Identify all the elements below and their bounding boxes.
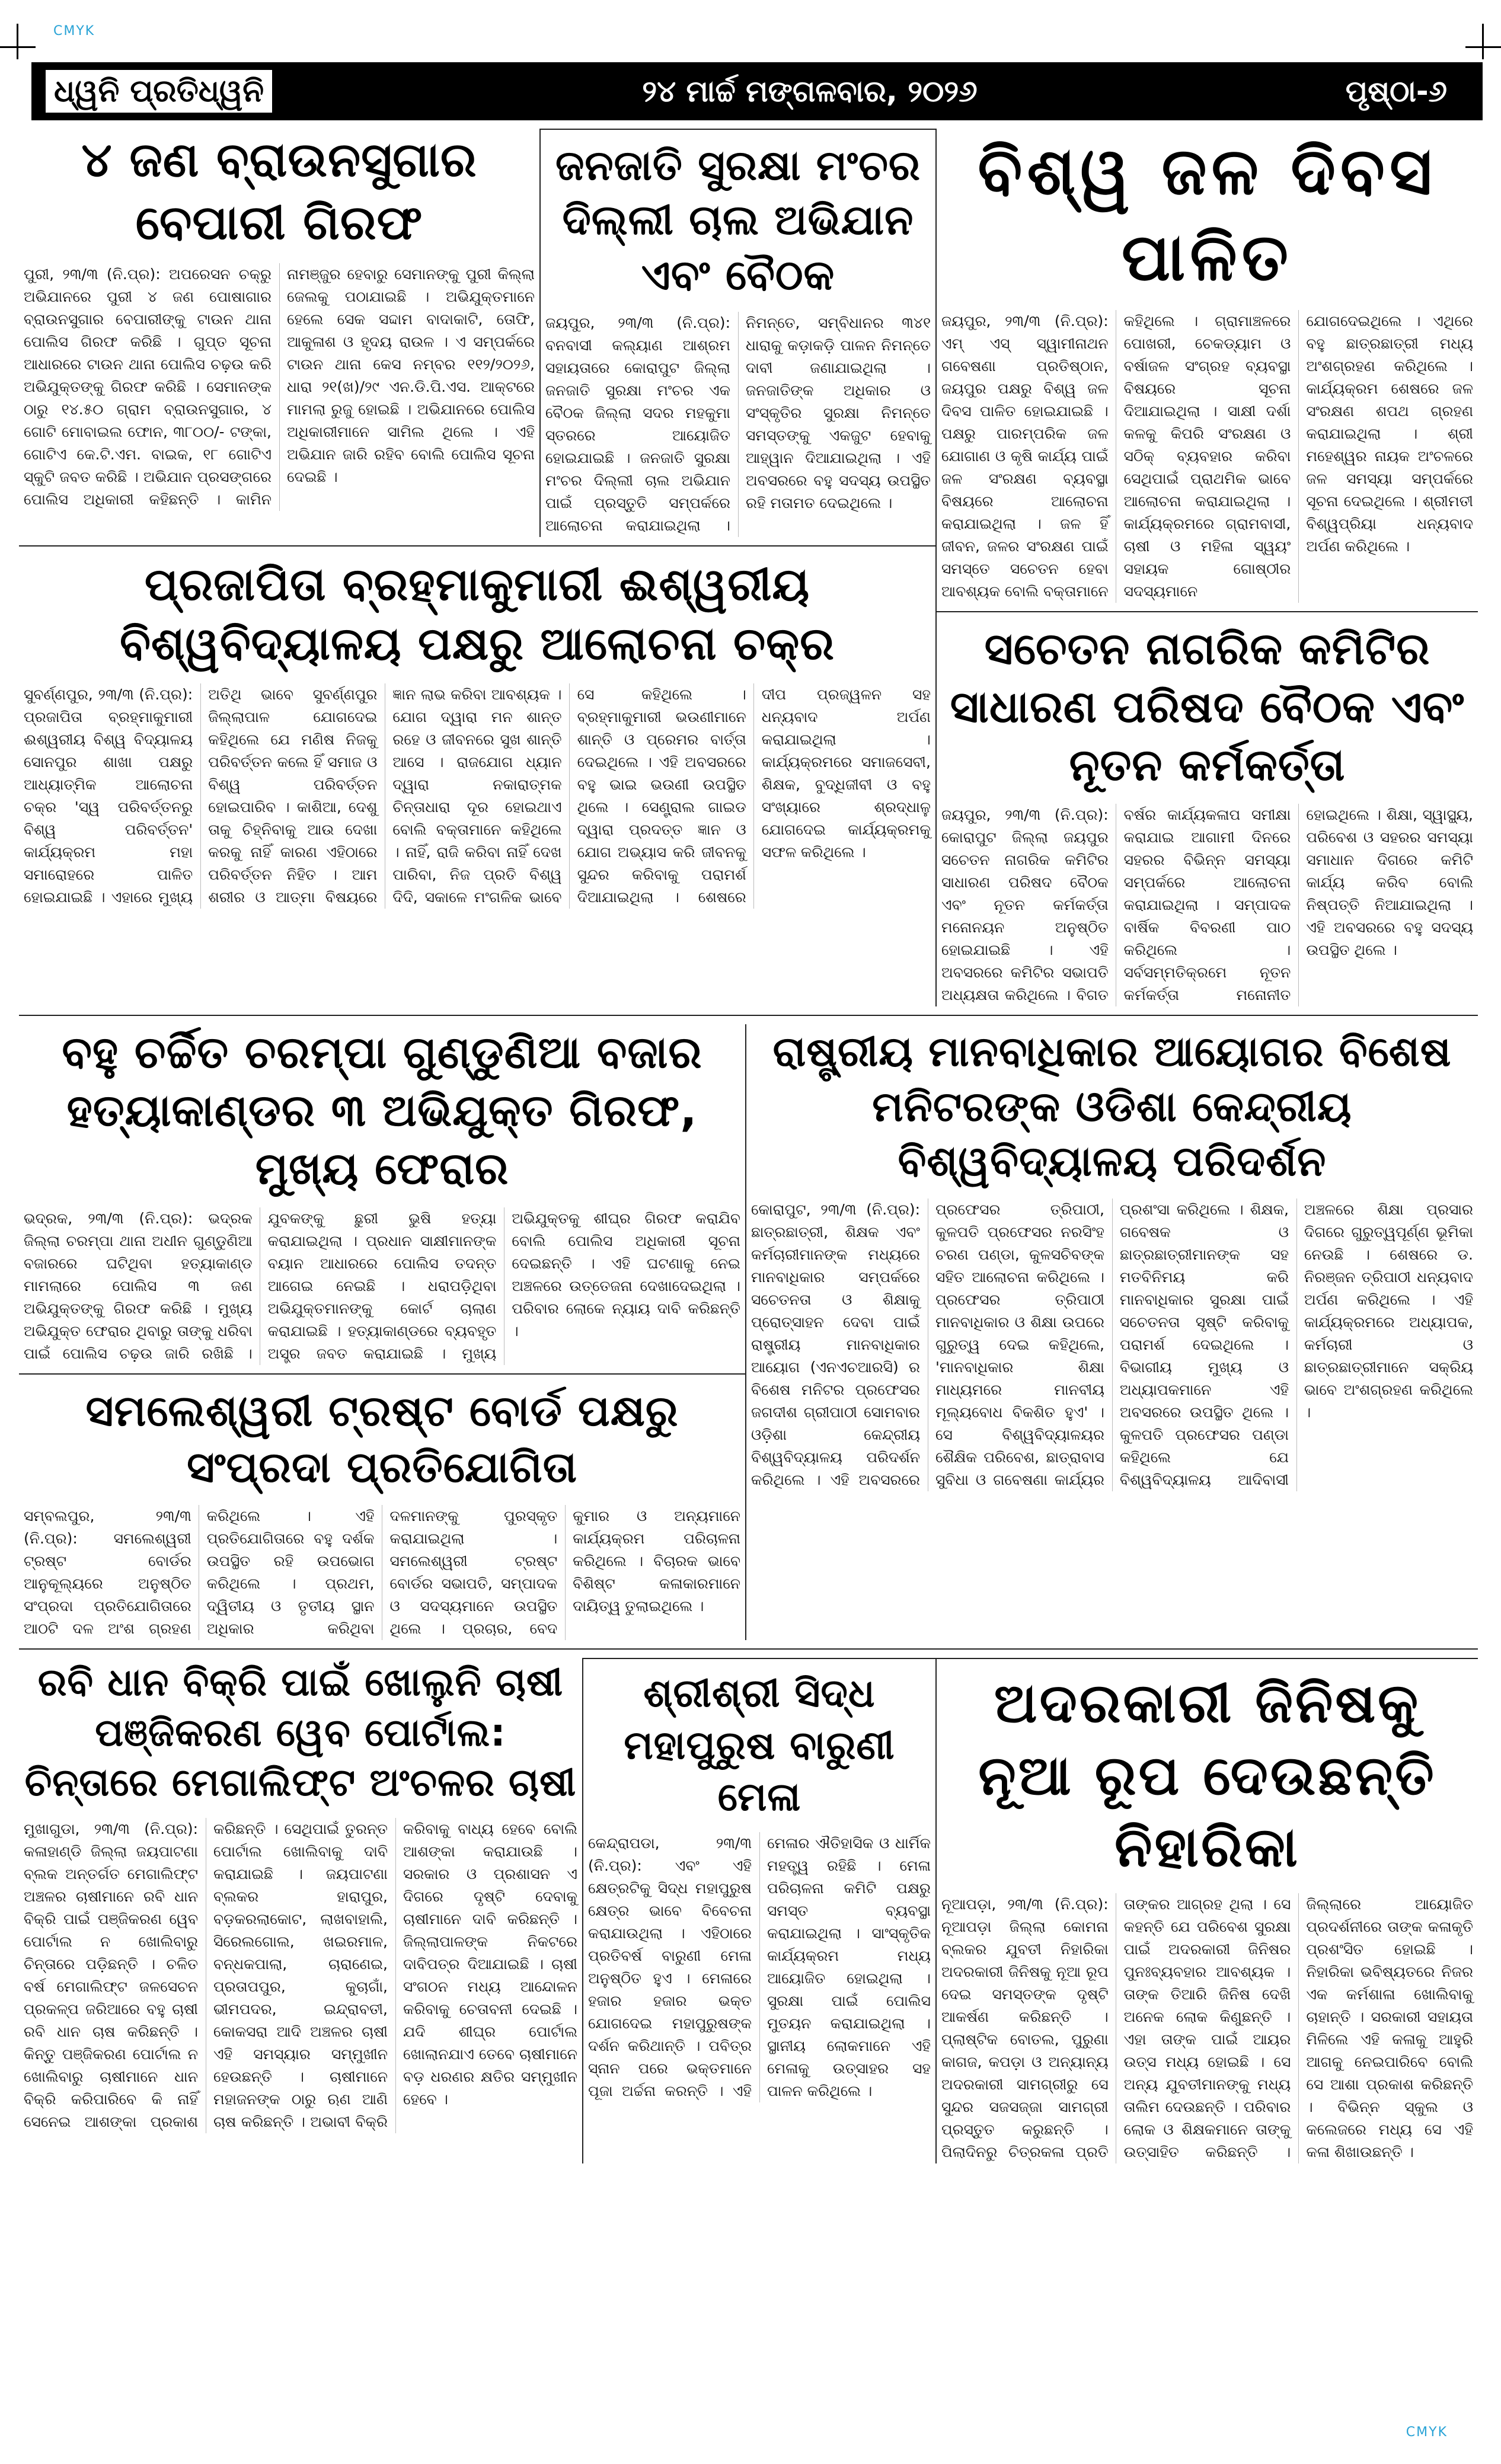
headline-niharika-crafts: ଅଦରକାରୀ ଜିନିଷକୁ ନୂଆ ରୂପ ଦେଉଛନ୍ତି ନିହାରିକା	[978, 1672, 1436, 1880]
headline-charampa-murder: ବହୁ ଚର୍ଚ୍ଚିତ ଚରମ୍ପା ଗୁଣ୍ଡୁଣିଆ ବଜାର ହତ୍ୟାକାଣ୍ଡର ୩ ଅଭିଯୁକ୍ତ ଗିରଫ, ମୁଖ୍ୟ ଫେରାର	[62, 1027, 702, 1194]
article-body-brown-sugar-arrest: ପୁରୀ, ୨୩/୩ (ନି.ପ୍ର): ଅପରେସନ ଚକ୍ରୁ ଅଭିଯାନରେ ପୁରୀ ୪ ଜଣ ପୋଷାଗାର ବ୍ରାଉନସୁଗାର ବେପାରୀଙ୍କୁ ଟାଉନ ଥାନା ପୋଲିସ ଗିରଫ କରିଛି । ଗୁପ୍ତ ସୂଚନା ଆଧାରରେ ଟାଉନ ଥାନା ପୋଲିସ ଚଢ଼ଉ କରି ଅଭିଯୁକ୍ତଙ୍କୁ ଗିରଫ କରିଛି । ସେମାନଙ୍କ ଠାରୁ ୧୪.୫୦ ଗ୍ରାମ ବ୍ରାଉନସୁଗାର, ୪ ଗୋଟି ମୋବାଇଲ ଫୋନ, ୩୮୦୦/- ଟଙ୍କା, ଗୋଟିଏ କେ.ଟି.ଏମ. ବାଇକ, ୧୮ ଗୋଟିଏ ସ୍କୁଟି ଜବତ କରିଛି । ଅଭିଯାନ ପ୍ରସଙ୍ଗରେ ପୋଲିସ ଅଧିକାରୀ କହିଛନ୍ତି । କାମିନ ନାମଞ୍ଜୁର ହେବାରୁ ସେମାନଙ୍କୁ ପୁରୀ କିଲ୍ଲା ଜେଲକୁ ପଠାଯାଇଛି । ଅଭିଯୁକ୍ତମାନେ ହେଲେ ସେକ ସଦ୍ଦାମ ବାଦାକାଟି, ତୋଫି, ଆକୁଳାଶ ଓ ହୃଦୟ ରାଉଳ । ଏ ସମ୍ପର୍କରେ ଟାଉନ ଥାନା କେସ ନମ୍ବର ୧୧୨/୨୦୨୬, ଧାରା ୨୧(ଖ)/୨୯ ଏନ.ଡି.ପି.ଏସ. ଆକ୍ଟରେ ମାମଲା ରୁଜୁ ହୋଇଛି । ଅଭିଯାନରେ ପୋଲିସ ଅଧିକାରୀମାନେ ସାମିଲ ଥିଲେ । ଏହି ଅଭିଯାନ ଜାରି ରହିବ ବୋଲି ପୋଲିସ ସୂଚନା ଦେଇଛି ।	[24, 266, 535, 509]
page-number: ପୃଷ୍ଠା-୬	[1345, 74, 1447, 108]
article-nhrc-monitor-visit	[745, 1024, 1478, 1640]
article-body-brahmakumari-seminar: ସୁବର୍ଣ୍ଣପୁର, ୨୩/୩ (ନି.ପ୍ର): ପ୍ରଜାପିତା ବ୍ରହ୍ମାକୁମାରୀ ଈଶ୍ୱରୀୟ ବିଶ୍ୱ ବିଦ୍ୟାଳୟ ସୋନପୁର ଶାଖା ପକ୍ଷରୁ ଆଧ୍ୟାତ୍ମିକ ଆଲୋଚନା ଚକ୍ର 'ସ୍ୱ ପରିବର୍ତ୍ତନରୁ ବିଶ୍ୱ ପରିବର୍ତ୍ତନ' କାର୍ଯ୍ୟକ୍ରମ ମହା ସମାରୋହରେ ପାଳିତ ହୋଇଯାଇଛି । ଏହାରେ ମୁଖ୍ୟ ଅତିଥି ଭାବେ ସୁବର୍ଣ୍ଣପୁର ଜିଲ୍ଲାପାଳ ଯୋଗଦେଇ କହିଥିଲେ ଯେ ମଣିଷ ନିଜକୁ ପରିବର୍ତ୍ତନ କଲେ ହିଁ ସମାଜ ଓ ବିଶ୍ୱ ପରିବର୍ତ୍ତନ ହୋଇପାରିବ । କାଶିଆ, ଦେଶୁ ତାକୁ ଚିହ୍ନିବାକୁ ଆଉ ଦେଖା କରକୁ ନାହିଁ କାରଣ ଏହିଠାରେ ପରିବର୍ତ୍ତନ ନିହିତ । ଆମ ଶରୀର ଓ ଆତ୍ମା ବିଷୟରେ ଜ୍ଞାନ ଲାଭ କରିବା ଆବଶ୍ୟକ । ଯୋଗ ଦ୍ୱାରା ମନ ଶାନ୍ତ ରହେ ଓ ଜୀବନରେ ସୁଖ ଶାନ୍ତି ଆସେ । ରାଜଯୋଗ ଧ୍ୟାନ ଦ୍ୱାରା ନକାରାତ୍ମକ ଚିନ୍ତାଧାରା ଦୂର ହୋଇଥାଏ ବୋଲି ବକ୍ତାମାନେ କହିଥିଲେ । ନାହିଁ, ରାଜି କରିବା ନାହିଁ ଦେଖ ପାରିବା, ନିଜ ପ୍ରତି ବିଶ୍ୱ ଦିଦି, ସକାଳେ ମଂଗଳିକ ଭାବେ ସେ କହିଥିଲେ । ବ୍ରହ୍ମାକୁମାରୀ ଭଉଣୀମାନେ ଶାନ୍ତି ଓ ପ୍ରେମର ବାର୍ତ୍ତା ଦେଇଥିଲେ । ଏହି ଅବସରରେ ବହୁ ଭାଇ ଭଉଣୀ ଉପସ୍ଥିତ ଥିଲେ । ସେଣ୍ଟ୍ରାଲ ଗାଇଡ ଦ୍ୱାରା ପ୍ରଦତ୍ତ ଜ୍ଞାନ ଓ ଯୋଗ ଅଭ୍ୟାସ କରି ଜୀବନକୁ ସୁନ୍ଦର କରିବାକୁ ପରାମର୍ଶ ଦିଆଯାଇଥିଲା । ଶେଷରେ ଦୀପ ପ୍ରଜ୍ୱଳନ ସହ ଧନ୍ୟବାଦ ଅର୍ପଣ କରାଯାଇଥିଲା । କାର୍ଯ୍ୟକ୍ରମରେ ସମାଜସେବୀ, ଶିକ୍ଷକ, ବୁଦ୍ଧିଜୀବୀ ଓ ବହୁ ସଂଖ୍ୟାରେ ଶ୍ରଦ୍ଧାଳୁ ଯୋଗଦେଇ କାର୍ଯ୍ୟକ୍ରମକୁ ସଫଳ କରିଥିଲେ ।	[24, 685, 931, 906]
headline-brown-sugar-arrest: ୪ ଜଣ ବ୍ରାଉନସୁଗାର ବେପାରୀ ଗିରଫ	[81, 132, 477, 250]
headline-nhrc-monitor-visit: ରାଷ୍ଟ୍ରୀୟ ମାନବାଧିକାର ଆୟୋଗର ବିଶେଷ ମନିଟରଙ୍କ ଓଡିଶା କେନ୍ଦ୍ରୀୟ ବିଶ୍ୱବିଦ୍ୟାଳୟ ପରିଦର୍ଶନ	[772, 1027, 1452, 1186]
article-body-world-water-day: ଜୟପୁର, ୨୩/୩ (ନି.ପ୍ର): ଏମ୍ ଏସ୍ ସ୍ୱାମୀନାଥନ ଗବେଷଣା ପ୍ରତିଷ୍ଠାନ, ଜୟପୁର ପକ୍ଷରୁ ବିଶ୍ୱ ଜଳ ଦିବସ ପାଳିତ ହୋଇଯାଇଛି । ପକ୍ଷରୁ ପାରମ୍ପରିକ ଜଳ ଯୋଗାଣ ଓ କୃଷି କାର୍ଯ୍ୟ ପାଇଁ ଜଳ ସଂରକ୍ଷଣ ବ୍ୟବସ୍ଥା ବିଷୟରେ ଆଲୋଚନା କରାଯାଇଥିଲା । ଜଳ ହିଁ ଜୀବନ, ଜଳର ସଂରକ୍ଷଣ ପାଇଁ ସମସ୍ତେ ସଚେତନ ହେବା ଆବଶ୍ୟକ ବୋଲି ବକ୍ତାମାନେ କହିଥିଲେ । ଗ୍ରାମାଞ୍ଚଳରେ ପୋଖରୀ, ଚେକଡ୍ୟାମ ଓ ବର୍ଷାଜଳ ସଂଗ୍ରହ ବ୍ୟବସ୍ଥା ବିଷୟରେ ସୂଚନା ଦିଆଯାଇଥିଲା । ସାକ୍ଷୀ ଦର୍ଶା କଳକୁ କିପରି ସଂରକ୍ଷଣ ଓ ସଠିକ୍ ବ୍ୟବହାର କରିବା ସେଥିପାଇଁ ପ୍ରାଥମିକ ଭାବେ ଆଲୋଚନା କରାଯାଇଥିଲା । କାର୍ଯ୍ୟକ୍ରମରେ ଗ୍ରାମବାସୀ, ଚାଷୀ ଓ ମହିଳା ସ୍ୱୟଂ ସହାୟକ ଗୋଷ୍ଠୀର ସଦସ୍ୟମାନେ ଯୋଗଦେଇଥିଲେ । ଏଥିରେ ବହୁ ଛାତ୍ରଛାତ୍ରୀ ମଧ୍ୟ ଅଂଶଗ୍ରହଣ କରିଥିଲେ । କାର୍ଯ୍ୟକ୍ରମ ଶେଷରେ ଜଳ ସଂରକ୍ଷଣ ଶପଥ ଗ୍ରହଣ କରାଯାଇଥିଲା । ଶ୍ରୀ ମହେଶ୍ୱର ନାୟକ ଅଂଚଳରେ ଜଳ ସମସ୍ୟା ସମ୍ପର୍କରେ ସୂଚନା ଦେଇଥିଲେ । ଶ୍ରୀମତୀ ବିଶ୍ୱପ୍ରିୟା ଧନ୍ୟବାଦ ଅର୍ପଣ କରିଥିଲେ ।	[941, 312, 1473, 600]
headline-world-water-day: ବିଶ୍ୱ ଜଳ ଦିବସ ପାଳିତ	[978, 133, 1437, 296]
section-middle	[19, 1024, 1478, 1650]
headline-samaleswari-sampradaa: ସମଲେଶ୍ୱରୀ ଟ୍ରଷ୍ଟ ବୋର୍ଡ ପକ୍ଷରୁ ସଂପ୍ରଦା ପ୍ରତିଯୋଗିତା	[85, 1386, 679, 1493]
article-body-charampa-murder: ଭଦ୍ରକ, ୨୩/୩ (ନି.ପ୍ର): ଭଦ୍ରକ ଜିଲ୍ଲା ଚରମ୍ପା ଥାନା ଅଧୀନ ଗୁଣ୍ଡୁଣିଆ ବଜାରରେ ଘଟିଥିବା ହତ୍ୟାକାଣ୍ଡ ମାମଲାରେ ପୋଲିସ ୩ ଜଣ ଅଭିଯୁକ୍ତଙ୍କୁ ଗିରଫ କରିଛି । ମୁଖ୍ୟ ଅଭିଯୁକ୍ତ ଫେରାର ଥିବାରୁ ତାଙ୍କୁ ଧରିବା ପାଇଁ ପୋଲିସ ଚଢ଼ଉ ଜାରି ରଖିଛି । ଯୁବକଙ୍କୁ ଛୁରୀ ଭୁଷି ହତ୍ୟା କରାଯାଇଥିଲା । ପ୍ରଧାନ ସାକ୍ଷୀମାନଙ୍କ ବୟାନ ଆଧାରରେ ପୋଲିସ ତଦନ୍ତ ଆଗେଇ ନେଇଛି । ଧରାପଡ଼ିଥିବା ଅଭିଯୁକ୍ତମାନଙ୍କୁ କୋର୍ଟ ଚାଲାଣ କରାଯାଇଛି । ହତ୍ୟାକାଣ୍ଡରେ ବ୍ୟବହୃତ ଅସ୍ତ୍ର ଜବତ କରାଯାଇଛି । ମୁଖ୍ୟ ଅଭିଯୁକ୍ତକୁ ଶୀଘ୍ର ଗିରଫ କରାଯିବ ବୋଲି ପୋଲିସ ଅଧିକାରୀ ସୂଚନା ଦେଇଛନ୍ତି । ଏହି ଘଟଣାକୁ ନେଇ ଅଞ୍ଚଳରେ ଉତ୍ତେଜନା ଦେଖାଦେଇଥିଲା । ପରିବାର ଲୋକେ ନ୍ୟାୟ ଦାବି କରିଛନ୍ତି ।	[24, 1210, 740, 1363]
article-charampa-murder	[19, 1024, 745, 1365]
headline-rabi-paddy-portal: ରବି ଧାନ ବିକ୍ରି ପାଇଁ ଖୋଲୁନି ଚାଷୀ ପଞ୍ଜିକରଣ ୱେବ ପୋର୍ଟାଲ: ଚିନ୍ତାରେ ମେଗାଲିଫ୍ଟ ଅଂଚଳର ଚାଷୀ	[24, 1661, 577, 1805]
article-brown-sugar-arrest	[19, 129, 539, 537]
top-right-block	[935, 129, 1478, 1006]
section-bottom	[19, 1658, 1478, 2171]
headline-janajati-suraksha: ଜନଜାତି ସୁରକ୍ଷା ମଂଚର ଦିଲ୍ଲୀ ଚାଲ ଅଭିଯାନ ଏବଂ ବୈଠକ	[555, 141, 921, 299]
article-sachetan-nagarik	[937, 611, 1478, 1006]
crop-mark	[1482, 24, 1484, 59]
article-baruni-mela	[582, 1658, 935, 2163]
newspaper-logo: ଧ୍ୱନି ପ୍ରତିଧ୍ୱନି	[44, 68, 274, 114]
article-samaleswari-sampradaa	[19, 1373, 745, 1640]
article-brahmakumari-seminar	[19, 545, 935, 909]
crop-mark	[17, 24, 18, 59]
top-left-block	[19, 129, 935, 1006]
issue-date: ୨୪ ମାର୍ଚ୍ଚ ମଙ୍ଗଳବାର, ୨୦୨୬	[642, 74, 978, 108]
article-body-nhrc-monitor-visit: କୋରାପୁଟ, ୨୩/୩ (ନି.ପ୍ର): ଛାତ୍ରଛାତ୍ରୀ, ଶିକ୍ଷକ ଏବଂ କର୍ମଚାରୀମାନଙ୍କ ମଧ୍ୟରେ ମାନବାଧିକାର ସମ୍ପର୍କରେ ସଚେତନତା ଓ ଶିକ୍ଷାକୁ ପ୍ରୋତ୍ସାହନ ଦେବା ପାଇଁ ରାଷ୍ଟ୍ରୀୟ ମାନବାଧିକାର ଆୟୋଗ (ଏନଏଚଆରସି) ର ବିଶେଷ ମନିଟର ପ୍ରଫେସର ଜଗଦୀଶ ଗ୍ରୀପାଠୀ ସୋମବାର ଓଡ଼ିଶା କେନ୍ଦ୍ରୀୟ ବିଶ୍ୱବିଦ୍ୟାଳୟ ପରିଦର୍ଶନ କରିଥିଲେ । ଏହି ଅବସରରେ ପ୍ରଫେସର ତ୍ରିପାଠୀ, କୁଳପତି ପ୍ରଫେସର ନରସିଂହ ଚରଣ ପଣ୍ଡା, କୁଳସଚିବଙ୍କ ସହିତ ଆଲୋଚନା କରିଥିଲେ । ପ୍ରଫେସର ତ୍ରିପାଠୀ ମାନବାଧିକାର ଓ ଶିକ୍ଷା ଉପରେ ଗୁରୁତ୍ୱ ଦେଇ କହିଥିଲେ, 'ମାନବାଧିକାର ଶିକ୍ଷା ମାଧ୍ୟମରେ ମାନବୀୟ ମୂଲ୍ୟବୋଧ ବିକଶିତ ହୁଏ' । ସେ ବିଶ୍ୱବିଦ୍ୟାଳୟର ଶୈକ୍ଷିକ ପରିବେଶ, ଛାତ୍ରାବାସ ସୁବିଧା ଓ ଗବେଷଣା କାର୍ଯ୍ୟର ପ୍ରଶଂସା କରିଥିଲେ । ଶିକ୍ଷକ, ଗବେଷକ ଓ ଛାତ୍ରଛାତ୍ରୀମାନଙ୍କ ସହ ମତବିନିମୟ କରି ମାନବାଧିକାର ସୁରକ୍ଷା ପାଇଁ ସଚେତନତା ସୃଷ୍ଟି କରିବାକୁ ପରାମର୍ଶ ଦେଇଥିଲେ । ବିଭାଗୀୟ ମୁଖ୍ୟ ଓ ଅଧ୍ୟାପକମାନେ ଏହି ଅବସରରେ ଉପସ୍ଥିତ ଥିଲେ । କୁଳପତି ପ୍ରଫେସର ପଣ୍ଡା କହିଥିଲେ ଯେ ବିଶ୍ୱବିଦ୍ୟାଳୟ ଆଦିବାସୀ ଅଞ୍ଚଳରେ ଶିକ୍ଷା ପ୍ରସାର ଦିଗରେ ଗୁରୁତ୍ୱପୂର୍ଣ୍ଣ ଭୂମିକା ନେଉଛି । ଶେଷରେ ଡ. ନିରଞ୍ଜନ ତ୍ରିପାଠୀ ଧନ୍ୟବାଦ ଅର୍ପଣ କରିଥିଲେ । ଏହି କାର୍ଯ୍ୟକ୍ରମରେ ଅଧ୍ୟାପକ, କର୍ମଚାରୀ ଓ ଛାତ୍ରଛାତ୍ରୀମାନେ ସକ୍ରିୟ ଭାବେ ଅଂଶଗ୍ରହଣ କରିଥିଲେ ।	[751, 1200, 1473, 1488]
masthead	[31, 62, 1483, 120]
article-niharika-crafts	[935, 1658, 1478, 2163]
article-body-samaleswari-sampradaa: ସମ୍ବଲପୁର, ୨୩/୩ (ନି.ପ୍ର): ସମଲେଶ୍ୱରୀ ଟ୍ରଷ୍ଟ ବୋର୍ଡର ଆନୁକୂଲ୍ୟରେ ଅନୁଷ୍ଠିତ ସଂପ୍ରଦା ପ୍ରତିଯୋଗିତାରେ ଆଠଟି ଦଳ ଅଂଶ ଗ୍ରହଣ କରିଥିଲେ । ଏହି ପ୍ରତିଯୋଗିତାରେ ବହୁ ଦର୍ଶକ ଉପସ୍ଥିତ ରହି ଉପଭୋଗ କରିଥିଲେ । ପ୍ରଥମ, ଦ୍ୱିତୀୟ ଓ ତୃତୀୟ ସ୍ଥାନ ଅଧିକାର କରିଥିବା ଦଳମାନଙ୍କୁ ପୁରସ୍କୃତ କରାଯାଇଥିଲା । ସମଲେଶ୍ୱରୀ ଟ୍ରଷ୍ଟ ବୋର୍ଡର ସଭାପତି, ସମ୍ପାଦକ ଓ ସଦସ୍ୟମାନେ ଉପସ୍ଥିତ ଥିଲେ । ପ୍ରଚାର, ବେଦ କୁମାର ଓ ଅନ୍ୟମାନେ କାର୍ଯ୍ୟକ୍ରମ ପରିଚାଳନା କରିଥିଲେ । ବିଚାରକ ଭାବେ ବିଶିଷ୍ଟ କଳାକାରମାନେ ଦାୟିତ୍ୱ ତୁଲାଇଥିଲେ ।	[24, 1507, 740, 1638]
article-janajati-suraksha	[539, 129, 935, 537]
section-top	[19, 129, 1478, 1016]
article-rabi-paddy-portal	[19, 1658, 582, 2163]
headline-baruni-mela: ଶ୍ରୀଶ୍ରୀ ସିଦ୍ଧ ମହାପୁରୁଷ ବାରୁଣୀ ମେଳା	[624, 1670, 895, 1820]
headline-brahmakumari-seminar: ପ୍ରଜାପିତା ବ୍ରହ୍ମାକୁମାରୀ ଈଶ୍ୱରୀୟ ବିଶ୍ୱବିଦ୍ୟାଳୟ ପକ୍ଷରୁ ଆଲୋଚନା ଚକ୍ର	[120, 558, 835, 670]
middle-left-block	[19, 1024, 745, 1640]
article-body-niharika-crafts: ନୂଆପଡ଼ା, ୨୩/୩ (ନି.ପ୍ର): ନୂଆପଡ଼ା ଜିଲ୍ଲା କୋମନା ବ୍ଲକର ଯୁବତୀ ନିହାରିକା ଅଦରକାରୀ ଜିନିଷକୁ ନୂଆ ରୂପ ଦେଇ ସମସ୍ତଙ୍କ ଦୃଷ୍ଟି ଆକର୍ଷଣ କରିଛନ୍ତି । ପ୍ଲାଷ୍ଟିକ ବୋତଲ, ପୁରୁଣା କାଗଜ, କପଡ଼ା ଓ ଅନ୍ୟାନ୍ୟ ଅଦରକାରୀ ସାମଗ୍ରୀରୁ ସେ ସୁନ୍ଦର ସଜସଜ୍ଜା ସାମଗ୍ରୀ ପ୍ରସ୍ତୁତ କରୁଛନ୍ତି । ପିଲାଦିନରୁ ଚିତ୍ରକଳା ପ୍ରତି ତାଙ୍କର ଆଗ୍ରହ ଥିଲା । ସେ କହନ୍ତି ଯେ ପରିବେଶ ସୁରକ୍ଷା ପାଇଁ ଅଦରକାରୀ ଜିନିଷର ପୁନଃବ୍ୟବହାର ଆବଶ୍ୟକ । ତାଙ୍କ ତିଆରି ଜିନିଷ ଦେଖି ଅନେକ ଲୋକ କିଣୁଛନ୍ତି । ଏହା ତାଙ୍କ ପାଇଁ ଆୟର ଉତ୍ସ ମଧ୍ୟ ହୋଇଛି । ସେ ଅନ୍ୟ ଯୁବତୀମାନଙ୍କୁ ମଧ୍ୟ ତାଲିମ ଦେଉଛନ୍ତି । ପରିବାର ଲୋକ ଓ ଶିକ୍ଷକମାନେ ତାଙ୍କୁ ଉତ୍ସାହିତ କରିଛନ୍ତି । ଜିଲ୍ଲାରେ ଆୟୋଜିତ ପ୍ରଦର୍ଶନୀରେ ତାଙ୍କ କଳାକୃତି ପ୍ରଶଂସିତ ହୋଇଛି । ନିହାରିକା ଭବିଷ୍ୟତରେ ନିଜର ଏକ କର୍ମଶାଳା ଖୋଲିବାକୁ ଚାହାନ୍ତି । ସରକାରୀ ସହାୟତା ମିଳିଲେ ଏହି କଳାକୁ ଆହୁରି ଆଗକୁ ନେଇପାରିବେ ବୋଲି ସେ ଆଶା ପ୍ରକାଶ କରିଛନ୍ତି । ବିଭିନ୍ନ ସ୍କୁଲ ଓ କଲେଜରେ ମଧ୍ୟ ସେ ଏହି କଳା ଶିଖାଉଛନ୍ତି ।	[941, 1895, 1473, 2161]
article-body-rabi-paddy-portal: ମୁଖାଗୁଡା, ୨୩/୩ (ନି.ପ୍ର): କଳାହାଣ୍ଡି ଜିଲ୍ଲା ଜୟପାଟଣା ବ୍ଲକ ଅନ୍ତର୍ଗତ ମେଗାଲିଫ୍ଟ ଅଞ୍ଚଳର ଚାଷୀମାନେ ରବି ଧାନ ବିକ୍ରି ପାଇଁ ପଞ୍ଜିକରଣ ୱେବ ପୋର୍ଟାଲ ନ ଖୋଲିବାରୁ ଚିନ୍ତାରେ ପଡ଼ିଛନ୍ତି । ଚଳିତ ବର୍ଷ ମେଗାଲିଫ୍ଟ ଜଳସେଚନ ପ୍ରକଳ୍ପ ଜରିଆରେ ବହୁ ଚାଷୀ ରବି ଧାନ ଚାଷ କରିଛନ୍ତି । କିନ୍ତୁ ପଞ୍ଜିକରଣ ପୋର୍ଟାଲ ନ ଖୋଲିବାରୁ ଚାଷୀମାନେ ଧାନ ବିକ୍ରି କରିପାରିବେ କି ନାହିଁ ସେନେଇ ଆଶଙ୍କା ପ୍ରକାଶ କରିଛନ୍ତି । ସେଥିପାଇଁ ତୁରନ୍ତ ପୋର୍ଟାଲ ଖୋଲିବାକୁ ଦାବି କରାଯାଇଛି । ଜୟପାଟଣା ବ୍ଲକର ହାରାପୁର, ବଡ଼କରଲାକୋଟ, ଲାଖବାହାଲି, ସିରେଲଗୋଲ, ଖଇରମାଳ, ବନ୍ଧକପାଲା, ଚାରାଣେଇ, ପ୍ରତାପପୁର, କୁଚାଗାଁ, ଭୀମପଦର, ଇନ୍ଦ୍ରାବତୀ, କୋକସରା ଆଦି ଅଞ୍ଚଳର ଚାଷୀ ଏହି ସମସ୍ୟାର ସମ୍ମୁଖୀନ ହେଉଛନ୍ତି । ଚାଷୀମାନେ ମହାଜନଙ୍କ ଠାରୁ ଋଣ ଆଣି ଚାଷ କରିଛନ୍ତି । ଅଭାବୀ ବିକ୍ରି କରିବାକୁ ବାଧ୍ୟ ହେବେ ବୋଲି ଆଶଙ୍କା କରାଯାଉଛି । ସରକାର ଓ ପ୍ରଶାସନ ଏ ଦିଗରେ ଦୃଷ୍ଟି ଦେବାକୁ ଚାଷୀମାନେ ଦାବି କରିଛନ୍ତି । ଜିଲ୍ଲାପାଳଙ୍କ ନିକଟରେ ଦାବିପତ୍ର ଦିଆଯାଇଛି । ଚାଷୀ ସଂଗଠନ ମଧ୍ୟ ଆନ୍ଦୋଳନ କରିବାକୁ ଚେତାବନୀ ଦେଇଛି । ଯଦି ଶୀଘ୍ର ପୋର୍ଟାଲ ଖୋଲାନଯାଏ ତେବେ ଚାଷୀମାନେ ବଡ଼ ଧରଣର କ୍ଷତିର ସମ୍ମୁଖୀନ ହେବେ ।	[24, 1820, 577, 2130]
top-left-row	[19, 129, 935, 537]
registration-mark: CMYK	[1406, 2425, 1448, 2440]
article-body-janajati-suraksha: ଜୟପୁର, ୨୩/୩ (ନି.ପ୍ର): ବନବାସୀ କଲ୍ୟାଣ ଆଶ୍ରମ ସହାୟତାରେ କୋରାପୁଟ ଜିଲ୍ଲା ଜନଜାତି ସୁରକ୍ଷା ମଂଚର ଏକ ବୈଠକ ଜିଲ୍ଲା ସଦର ମହକୁମା ସ୍ତରରେ ଆୟୋଜିତ ହୋଇଯାଇଛି । ଜନଜାତି ସୁରକ୍ଷା ମଂଚର ଦିଲ୍ଲୀ ଚାଲ ଅଭିଯାନ ପାଇଁ ପ୍ରସ୍ତୁତି ସମ୍ପର୍କରେ ଆଲୋଚନା କରାଯାଇଥିଲା । ନିମନ୍ତେ, ସମ୍ବିଧାନର ୩୪୧ ଧାରାକୁ କଡ଼ାକଡ଼ି ପାଳନ ନିମନ୍ତେ ଦାବୀ ଜଣାଯାଇଥିଲା । ଜନଜାତିଙ୍କ ଅଧିକାର ଓ ସଂସ୍କୃତିର ସୁରକ୍ଷା ନିମନ୍ତେ ସମସ୍ତଙ୍କୁ ଏକଜୁଟ ହେବାକୁ ଆହ୍ୱାନ ଦିଆଯାଇଥିଲା । ଏହି ଅବସରରେ ବହୁ ସଦସ୍ୟ ଉପସ୍ଥିତ ରହି ମତାମତ ଦେଇଥିଲେ ।	[545, 314, 931, 535]
article-body-sachetan-nagarik: ଜୟପୁର, ୨୩/୩ (ନି.ପ୍ର): କୋରାପୁଟ ଜିଲ୍ଲା ଜୟପୁର ସଚେତନ ନାଗରିକ କମିଟିର ସାଧାରଣ ପରିଷଦ ବୈଠକ ଏବଂ ନୂତନ କର୍ମକର୍ତ୍ତା ମନୋନୟନ ଅନୁଷ୍ଠିତ ହୋଇଯାଇଛି । ଏହି ଅବସରରେ କମିଟିର ସଭାପତି ଅଧ୍ୟକ୍ଷତା କରିଥିଲେ । ବିଗତ ବର୍ଷର କାର୍ଯ୍ୟକଳାପ ସମୀକ୍ଷା କରାଯାଇ ଆଗାମୀ ଦିନରେ ସହରର ବିଭିନ୍ନ ସମସ୍ୟା ସମ୍ପର୍କରେ ଆଲୋଚନା କରାଯାଇଥିଲା । ସମ୍ପାଦକ ବାର୍ଷିକ ବିବରଣୀ ପାଠ କରିଥିଲେ । ସର୍ବସମ୍ମତିକ୍ରମେ ନୂତନ କର୍ମକର୍ତ୍ତା ମନୋନୀତ ହୋଇଥିଲେ । ଶିକ୍ଷା, ସ୍ୱାସ୍ଥ୍ୟ, ପରିବେଶ ଓ ସହରର ସମସ୍ୟା ସମାଧାନ ଦିଗରେ କମିଟି କାର୍ଯ୍ୟ କରିବ ବୋଲି ନିଷ୍ପତ୍ତି ନିଆଯାଇଥିଲା । ଏହି ଅବସରରେ ବହୁ ସଦସ୍ୟ ଉପସ୍ଥିତ ଥିଲେ ।	[941, 806, 1473, 1004]
article-body-baruni-mela: କେନ୍ଦ୍ରାପଡା, ୨୩/୩ (ନି.ପ୍ର): ଏବଂ ଏହି କ୍ଷେତ୍ରଟିକୁ ସିଦ୍ଧ ମହାପୁରୁଷ କ୍ଷେତ୍ର ଭାବେ ବିବେଚନା କରାଯାଉଥିଲା । ଏହିଠାରେ ପ୍ରତିବର୍ଷ ବାରୁଣୀ ମେଳା ଅନୁଷ୍ଠିତ ହୁଏ । ମେଳାରେ ହଜାର ହଜାର ଭକ୍ତ ଯୋଗଦେଇ ମହାପୁରୁଷଙ୍କ ଦର୍ଶନ କରିଥାନ୍ତି । ପବିତ୍ର ସ୍ନାନ ପରେ ଭକ୍ତମାନେ ପୂଜା ଅର୍ଚ୍ଚନା କରନ୍ତି । ଏହି ମେଳାର ଐତିହାସିକ ଓ ଧାର୍ମିକ ମହତ୍ତ୍ୱ ରହିଛି । ମେଳା ପରିଚାଳନା କମିଟି ପକ୍ଷରୁ ସମସ୍ତ ବ୍ୟବସ୍ଥା କରାଯାଇଥିଲା । ସାଂସ୍କୃତିକ କାର୍ଯ୍ୟକ୍ରମ ମଧ୍ୟ ଆୟୋଜିତ ହୋଇଥିଲା । ସୁରକ୍ଷା ପାଇଁ ପୋଲିସ ମୁତୟନ କରାଯାଇଥିଲା । ସ୍ଥାନୀୟ ଲୋକମାନେ ଏହି ମେଳାକୁ ଉତ୍ସାହର ସହ ପାଳନ କରିଥିଲେ ।	[588, 1834, 931, 2099]
registration-mark: CMYK	[53, 24, 95, 39]
article-world-water-day	[937, 129, 1478, 603]
headline-sachetan-nagarik: ସଚେତନ ନାଗରିକ କମିଟିର ସାଧାରଣ ପରିଷଦ ବୈଠକ ଏବଂ ନୂତନ କର୍ମକର୍ତ୍ତା	[950, 624, 1465, 791]
